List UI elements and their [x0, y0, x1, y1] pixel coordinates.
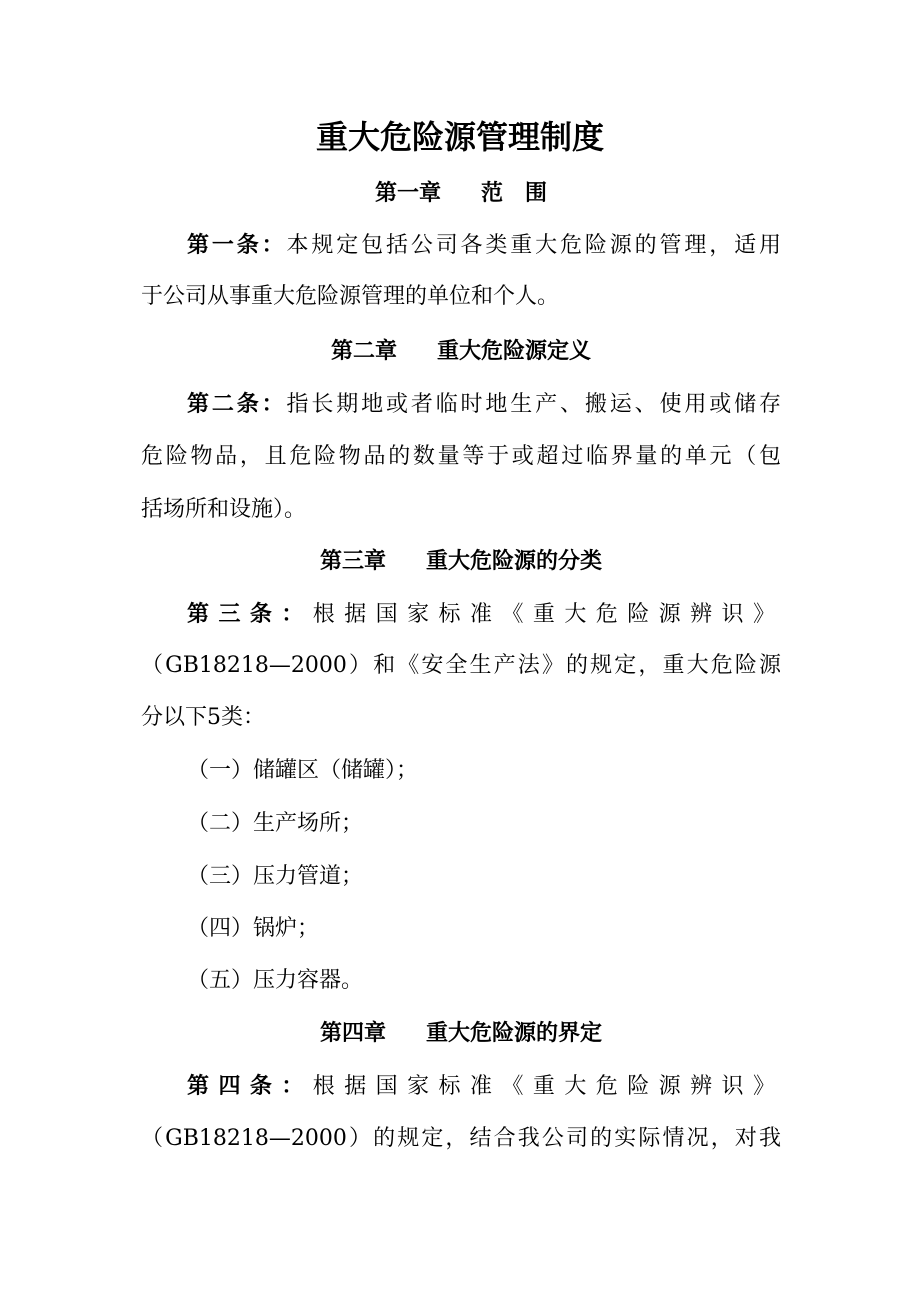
article-3-line-2: （GB18218—2000）和《安全生产法》的规定，重大危险源: [141, 653, 781, 678]
article-2-line-3: 括场所和设施）。: [141, 497, 307, 522]
chapter-heading-2: 第二章 重大危险源定义: [330, 338, 592, 364]
article-1-line-1: 第一条：本规定包括公司各类重大危险源的管理，适用: [187, 232, 781, 258]
article-4-line-2: （GB18218—2000）的规定，结合我公司的实际情况，对我: [141, 1126, 781, 1151]
article-2-line-2: 危险物品，且危险物品的数量等于或超过临界量的单元（包: [141, 444, 781, 469]
article-3-line-3: 分以下5类：: [141, 705, 265, 730]
document-title: 重大危险源管理制度: [315, 118, 604, 156]
category-item: （二）生产场所；: [187, 811, 364, 836]
category-item: （五）压力容器。: [187, 968, 364, 993]
category-item: （四）锅炉；: [187, 916, 320, 941]
category-item: （一）储罐区（储罐）；: [187, 758, 419, 783]
chapter-heading-4: 第四章 重大危险源的界定: [319, 1020, 603, 1046]
article-3-line-1: 第三条：根据国家标准《重大危险源辨识》: [187, 601, 781, 627]
chapter-heading-1: 第一章 范 围: [374, 180, 548, 206]
article-2-line-1: 第二条：指长期地或者临时地生产、搬运、使用或储存: [187, 391, 781, 417]
category-item: （三）压力管道；: [187, 864, 364, 889]
article-4-line-1: 第四条：根据国家标准《重大危险源辨识》: [187, 1073, 781, 1099]
article-1-line-2: 于公司从事重大危险源管理的单位和个人。: [141, 284, 560, 309]
chapter-heading-3: 第三章 重大危险源的分类: [319, 548, 603, 574]
